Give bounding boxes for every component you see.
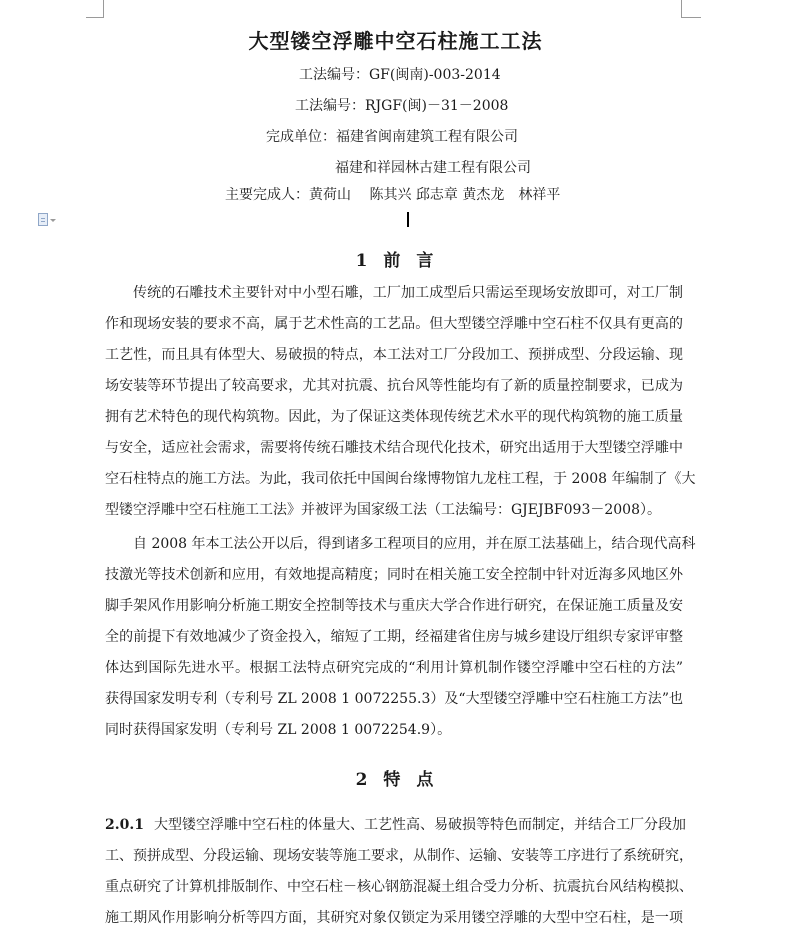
clause-text: 大型镂空浮雕中空石柱的体量大、工艺性高、易破损等特色而制定，并结合工厂分段加 [153,817,686,833]
text-line: 作和现场安装的要求不高，属于艺术性高的工艺品。但大型镂空浮雕中空石柱不仅具有更高的 [105,316,683,332]
chevron-down-icon [50,219,56,222]
paragraph-features [105,810,693,934]
text-line: 工、预拼成型、分段运输、现场安装等施工要求，从制作、运输、安装等工序进行了系统研究， [105,848,693,864]
document-title: 大型镂空浮雕中空石柱施工工法 [248,29,543,53]
section-heading-2 [0,765,791,790]
section-title-char: 前 [383,251,403,271]
document-icon [38,213,48,226]
section-title-char: 点 [416,770,436,790]
text-cursor [407,212,409,227]
section-title-char: 言 [416,251,436,271]
text-line: 全的前提下有效地减少了资金投入，缩短了工期，经福建省住房与城乡建设厅组织专家评审整 [105,629,683,645]
text-line: 重点研究了计算机排版制作、中空石柱－核心钢筋混凝土组合受力分析、抗震抗台风结构模拟、 [105,879,693,895]
text-line: 技激光等技术创新和应用，有效地提高精度；同时在相关施工安全控制中针对近海多风地区外 [105,567,683,583]
section-title-char: 特 [383,770,403,790]
paragraph-preface-2 [105,529,696,746]
clause-number: 2.0.1 [105,817,144,833]
crop-mark-top-right [681,17,701,18]
main-contributors: 主要完成人：黄荷山 陈其兴 邱志章 黄杰龙 林祥平 [225,187,561,203]
text-line: 获得国家发明专利（专利号 ZL 2008 1 0072255.3）及“大型镂空浮雕中空石柱施工方法”也 [105,691,683,707]
text-line: 场安装等环节提出了较高要求，尤其对抗震、抗台风等性能均有了新的质量控制要求，已成为 [105,378,683,394]
text-line: 体达到国际先进水平。根据工法特点研究完成的“利用计算机制作镂空浮雕中空石柱的方法” [105,660,683,676]
completing-unit-2: 福建和祥园林古建工程有限公司 [335,160,531,176]
section-number: 2 [355,770,370,790]
text-line: 拥有艺术特色的现代构筑物。因此，为了保证这类体现传统艺术水平的现代构筑物的施工质量 [105,409,683,425]
section-heading-1 [0,246,791,271]
completing-unit-1: 完成单位：福建省闽南建筑工程有限公司 [266,129,518,145]
text-line: 空石柱特点的施工方法。为此，我司依托中国闽台缘博物馆九龙柱工程，于 2008 年编制了《大 [105,471,696,487]
text-line: 传统的石雕技术主要针对中小型石雕，工厂加工成型后只需运至现场安放即可，对工厂制 [133,285,683,301]
crop-mark-top-right [681,0,682,18]
section-number: 1 [355,251,370,271]
method-code-2: 工法编号：RJGF(闽)－31－2008 [295,98,509,114]
paragraph-preface-1 [105,278,696,526]
paragraph-options-icon[interactable] [38,211,64,227]
text-line: 与安全，适应社会需求，需要将传统石雕技术结合现代化技术，研究出适用于大型镂空浮雕中 [105,440,683,456]
crop-mark-top-left [103,0,104,18]
crop-mark-top-left [86,17,104,18]
text-line: 型镂空浮雕中空石柱施工工法》并被评为国家级工法（工法编号：GJEJBF093－2008）。 [105,502,661,518]
text-line: 自 2008 年本工法公开以后，得到诸多工程项目的应用，并在原工法基础上，结合现代高科 [133,536,696,552]
text-line [105,810,686,841]
text-line: 工艺性，而且具有体型大、易破损的特点，本工法对工厂分段加工、预拼成型、分段运输、现 [105,347,683,363]
text-line: 脚手架风作用影响分析施工期安全控制等技术与重庆大学合作进行研究，在保证施工质量及安 [105,598,683,614]
text-line: 施工期风作用影响分析等四方面，其研究对象仅锁定为采用镂空浮雕的大型中空石柱，是一项 [105,910,683,926]
method-code-1: 工法编号：GF(闽南)-003-2014 [299,67,501,83]
text-line: 同时获得国家发明（专利号 ZL 2008 1 0072254.9）。 [105,722,452,738]
